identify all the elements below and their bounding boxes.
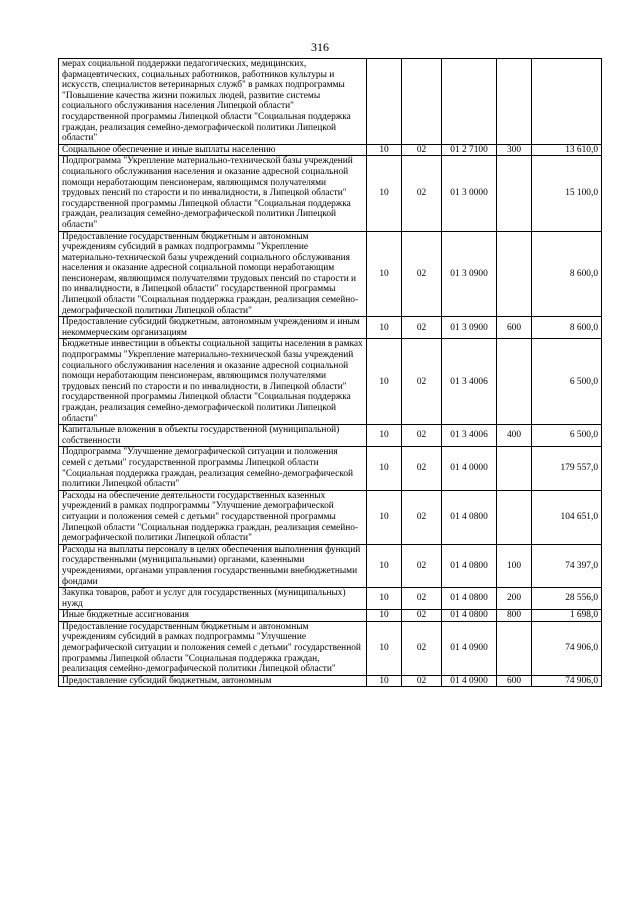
table-row (59, 621, 602, 675)
row-subsection-code: 02 (402, 339, 442, 425)
row-amount: 8 600,0 (532, 317, 602, 339)
row-subsection-code: 02 (402, 317, 442, 339)
row-amount: 6 500,0 (532, 425, 602, 447)
row-amount: 104 651,0 (532, 490, 602, 544)
row-target-article: 01 2 7100 (442, 144, 497, 156)
row-target-article: 01 4 0900 (442, 675, 497, 687)
row-target-article: 01 3 0900 (442, 231, 497, 317)
row-expense-type (497, 490, 532, 544)
row-expense-type (497, 447, 532, 490)
row-subsection-code: 02 (402, 610, 442, 622)
row-amount: 74 906,0 (532, 675, 602, 687)
row-amount: 13 610,0 (532, 144, 602, 156)
row-target-article: 01 3 0000 (442, 156, 497, 231)
table-row (59, 144, 602, 156)
row-amount: 74 906,0 (532, 621, 602, 675)
row-expense-type (497, 621, 532, 675)
row-expense-type (497, 59, 532, 145)
row-section-code: 10 (367, 447, 402, 490)
row-target-article: 01 4 0900 (442, 621, 497, 675)
row-subsection-code: 02 (402, 144, 442, 156)
row-subsection-code: 02 (402, 425, 442, 447)
row-subsection-code: 02 (402, 588, 442, 610)
row-amount (532, 59, 602, 145)
row-section-code: 10 (367, 610, 402, 622)
row-subsection-code: 02 (402, 675, 442, 687)
row-target-article: 01 4 0000 (442, 447, 497, 490)
row-expense-type: 600 (497, 675, 532, 687)
row-subsection-code (402, 59, 442, 145)
row-target-article: 01 4 0800 (442, 544, 497, 587)
row-target-article: 01 4 0800 (442, 588, 497, 610)
row-target-article: 01 3 4006 (442, 339, 497, 425)
table-row (59, 317, 602, 339)
row-expense-type (497, 231, 532, 317)
table-row (59, 544, 602, 587)
row-target-article: 01 4 0800 (442, 490, 497, 544)
row-expense-type: 300 (497, 144, 532, 156)
row-description: Капитальные вложения в объекты государственной (муниципальной) собственности (59, 425, 367, 447)
row-section-code: 10 (367, 675, 402, 687)
row-expense-type (497, 156, 532, 231)
row-description: Предоставление субсидий бюджетным, автономным учреждениям и иным некоммерческим организациям (59, 317, 367, 339)
row-section-code (367, 59, 402, 145)
row-subsection-code: 02 (402, 544, 442, 587)
row-description: Закупка товаров, работ и услуг для государственных (муниципальных) нужд (59, 588, 367, 610)
row-description: Подпрограмма "Укрепление материально-технической базы учреждений социального обслуживания населения и оказание адресной социальной помощи неработающим пенсионерам, являющимся получателями трудовых пенсий по старости и по инвалидности, в Липецкой области" государственной программы Липецкой области "Социальная поддержка граждан, реализация семейно-демографической политики Липецкой области" (59, 156, 367, 231)
row-subsection-code: 02 (402, 156, 442, 231)
row-amount: 28 556,0 (532, 588, 602, 610)
row-amount: 1 698,0 (532, 610, 602, 622)
row-description: Социальное обеспечение и иные выплаты населению (59, 144, 367, 156)
row-section-code: 10 (367, 544, 402, 587)
row-amount: 8 600,0 (532, 231, 602, 317)
row-section-code: 10 (367, 490, 402, 544)
row-subsection-code: 02 (402, 447, 442, 490)
table-row (59, 610, 602, 622)
row-expense-type: 100 (497, 544, 532, 587)
row-target-article: 01 3 4006 (442, 425, 497, 447)
row-section-code: 10 (367, 231, 402, 317)
table-row (59, 59, 602, 145)
row-section-code: 10 (367, 144, 402, 156)
table-row (59, 675, 602, 687)
row-section-code: 10 (367, 156, 402, 231)
table-row (59, 425, 602, 447)
row-expense-type: 800 (497, 610, 532, 622)
row-description: Подпрограмма "Улучшение демографической ситуации и положения семей с детьми" государственной программы Липецкой области "Социальная поддержка граждан, реализация семейно-демографической политики Липецкой области" (59, 447, 367, 490)
row-subsection-code: 02 (402, 621, 442, 675)
row-target-article: 01 4 0800 (442, 610, 497, 622)
row-section-code: 10 (367, 339, 402, 425)
budget-table-body (59, 59, 602, 687)
row-description: Расходы на обеспечение деятельности государственных казенных учреждений в рамках подпрограммы "Улучшение демографической ситуации и положения семей с детьми" государственной программы Липецкой области "Социальная поддержка граждан, реализация семейно-демографической политики Липецкой области" (59, 490, 367, 544)
row-expense-type: 400 (497, 425, 532, 447)
row-section-code: 10 (367, 588, 402, 610)
row-expense-type: 200 (497, 588, 532, 610)
table-row (59, 156, 602, 231)
row-description: Предоставление государственным бюджетным и автономным учреждениям субсидий в рамках подпрограммы "Укрепление материально-технической базы учреждений социального обслуживания населения и оказание адресной социальной помощи неработающим пенсионерам, являющимся получателями трудовых пенсий по старости и по инвалидности, в Липецкой области" государственной программы Липецкой области "Социальная поддержка граждан, реализация семейно-демографической политики Липецкой области" (59, 231, 367, 317)
row-target-article (442, 59, 497, 145)
table-row (59, 231, 602, 317)
budget-table (58, 58, 602, 687)
page-number: 316 (311, 40, 329, 54)
table-row (59, 339, 602, 425)
row-description: Расходы на выплаты персоналу в целях обеспечения выполнения функций государственными (муниципальными) органами, казенными учреждениями, органами управления государственными внебюджетными фондами (59, 544, 367, 587)
row-amount: 6 500,0 (532, 339, 602, 425)
row-amount: 15 100,0 (532, 156, 602, 231)
row-description: Предоставление государственным бюджетным и автономным учреждениям субсидий в рамках подпрограммы "Улучшение демографической ситуации и положения семей с детьми" государственной программы Липецкой области "Социальная поддержка граждан, реализация семейно-демографической политики Липецкой области" (59, 621, 367, 675)
row-section-code: 10 (367, 621, 402, 675)
row-subsection-code: 02 (402, 490, 442, 544)
row-amount: 179 557,0 (532, 447, 602, 490)
row-expense-type: 600 (497, 317, 532, 339)
table-row (59, 447, 602, 490)
row-description: Предоставление субсидий бюджетным, автономным (59, 675, 367, 687)
row-section-code: 10 (367, 425, 402, 447)
table-row (59, 588, 602, 610)
row-expense-type (497, 339, 532, 425)
row-description: Иные бюджетные ассигнования (59, 610, 367, 622)
row-description: Бюджетные инвестиции в объекты социальной защиты населения в рамках подпрограммы "Укрепление материально-технической базы учреждений социального обслуживания населения и оказание адресной социальной помощи неработающим пенсионерам, являющимся получателями трудовых пенсий по старости и по инвалидности, в Липецкой области" государственной программы Липецкой области "Социальная поддержка граждан, реализация семейно-демографической политики Липецкой области" (59, 339, 367, 425)
row-section-code: 10 (367, 317, 402, 339)
row-amount: 74 397,0 (532, 544, 602, 587)
row-description: мерах социальной поддержки педагогических, медицинских, фармацевтических, социальных работников, работников культуры и искусств, специалистов ветеринарных служб" в рамках подпрограммы "Повышение качества жизни пожилых людей, развитие системы социального обслуживания населения Липецкой области" государственной программы Липецкой области "Социальная поддержка граждан, реализация семейно-демографической политики Липецкой области" (59, 59, 367, 145)
row-subsection-code: 02 (402, 231, 442, 317)
table-row (59, 490, 602, 544)
row-target-article: 01 3 0900 (442, 317, 497, 339)
